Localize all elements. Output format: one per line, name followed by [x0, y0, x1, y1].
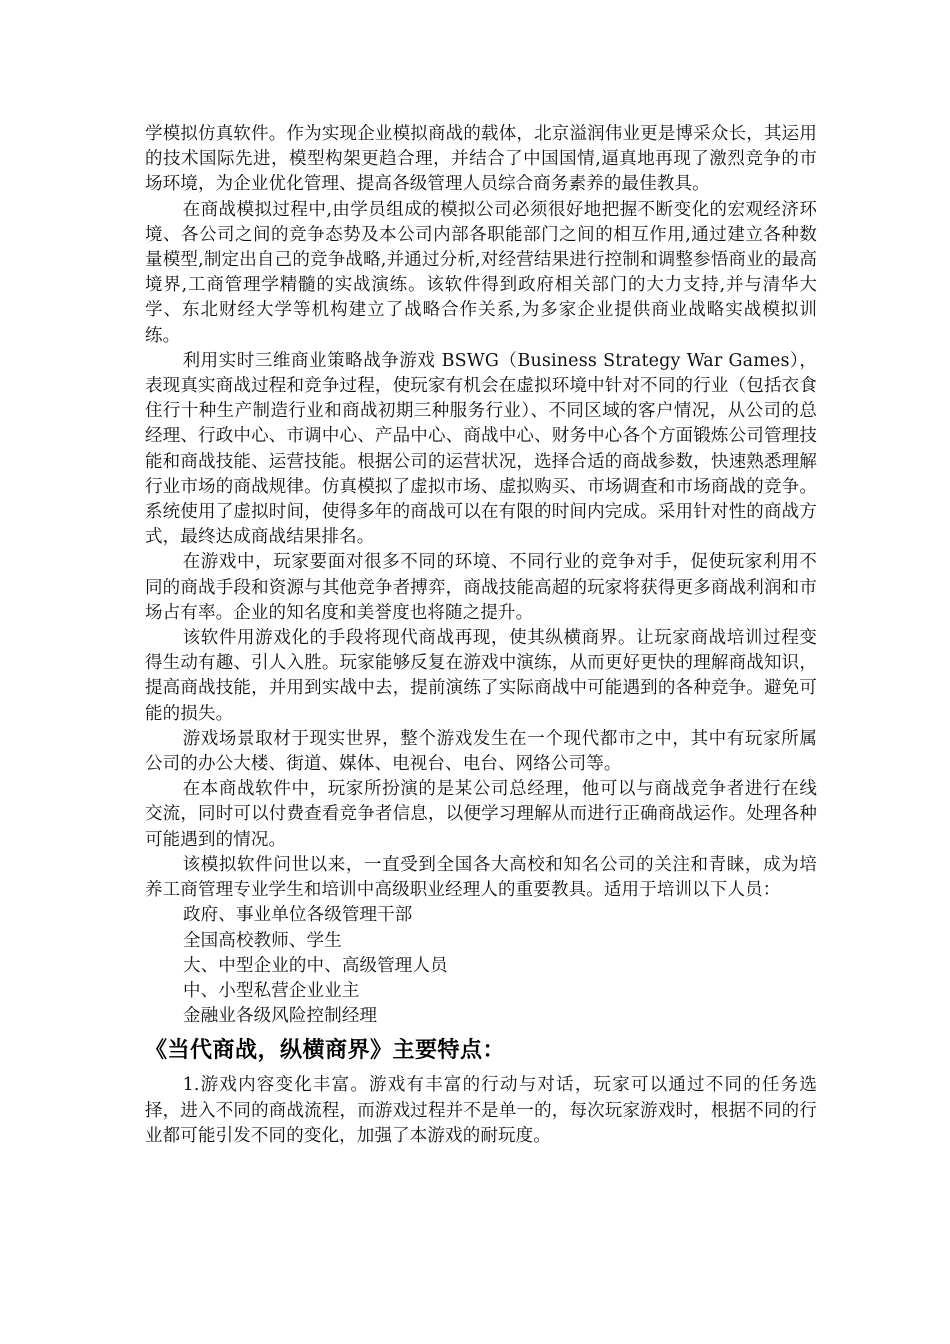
paragraph-gamified-training: 该软件用游戏化的手段将现代商战再现，使其纵横商界。让玩家商战培训过程变得生动有趣、引人入胜。玩家能够反复在游戏中演练，从而更好更快的理解商战知识，提高商战技能，并用到实战中去，提前演练了实际商战中可能遇到的各种竞争。避免可能的损失。 — [145, 628, 817, 724]
list-item: 大、中型企业的中、高级管理人员 — [183, 955, 448, 976]
paragraph-feature-1: 1.游戏内容变化丰富。游戏有丰富的行动与对话，玩家可以通过不同的任务选择，进入不同的商战流程，而游戏过程并不是单一的，每次玩家游戏时，根据不同的行业都可能引发不同的变化，加强了本游戏的耐玩度。 — [145, 1075, 817, 1146]
document-page — [145, 122, 817, 1149]
paragraph-intro-continued: 学模拟仿真软件。作为实现企业模拟商战的载体，北京溢润伟业更是博采众长，其运用的技术国际先进，模型构架更趋合理，并结合了中国国情,逼真地再现了激烈竞争的市场环境，为企业优化管理、提高各级管理人员综合商务素养的最佳教具。 — [145, 124, 817, 195]
paragraph-game-scene: 游戏场景取材于现实世界，整个游戏发生在一个现代都市之中，其中有玩家所属公司的办公大楼、街道、媒体、电视台、电台、网络公司等。 — [145, 728, 817, 775]
paragraph-in-game: 在游戏中，玩家要面对很多不同的环境、不同行业的竞争对手，促使玩家利用不同的商战手段和资源与其他竞争者搏弈，商战技能高超的玩家将获得更多商战利润和市场占有率。企业的知名度和美誉度也将随之提升。 — [145, 552, 817, 623]
paragraph-bswg-description: 利用实时三维商业策略战争游戏 BSWG（Business Strategy War Games），表现真实商战过程和竞争过程，使玩家有机会在虚拟环境中针对不同的行业（包括衣食住行十种生产制造行业和商战初期三种服务行业）、不同区域的客户情况，从公司的总经理、行政中心、市调中心、产品中心、商战中心、财务中心各个方面锻炼公司管理技能和商战技能、运营技能。根据公司的运营状况，选择合适的商战参数，快速熟悉理解行业市场的商战规律。仿真模拟了虚拟市场、虚拟购买、市场调查和市场商战的竞争。系统使用了虚拟时间，使得多年的商战可以在有限的时间内完成。采用针对性的商战方式，最终达成商战结果排名。 — [145, 350, 817, 548]
features-heading: 《当代商战，纵横商界》主要特点： — [145, 1038, 506, 1064]
paragraph-target-audience-intro: 该模拟软件问世以来，一直受到全国各大高校和知名公司的关注和青睐，成为培养工商管理专业学生和培训中高级职业经理人的重要教具。适用于培训以下人员： — [145, 854, 817, 901]
audience-list — [145, 903, 817, 1029]
paragraph-player-role: 在本商战软件中，玩家所扮演的是某公司总经理，他可以与商战竞争者进行在线交流，同时可以付费查看竞争者信息，以便学习理解从而进行正确商战运作。处理各种可能遇到的情况。 — [145, 779, 817, 850]
list-item: 政府、事业单位各级管理干部 — [183, 905, 413, 926]
paragraph-simulation-process: 在商战模拟过程中,由学员组成的模拟公司必须很好地把握不断变化的宏观经济环境、各公司之间的竞争态势及本公司内部各职能部门之间的相互作用,通过建立各种数量模型,制定出自己的竞争战略,并通过分析,对经营结果进行控制和调整参悟商业的最高境界,工商管理学精髓的实战演练。该软件得到政府相关部门的大力支持,并与清华大学、东北财经大学等机构建立了战略合作关系,为多家企业提供商业战略实战模拟训练。 — [145, 199, 817, 346]
list-item: 全国高校教师、学生 — [183, 930, 342, 951]
list-item: 中、小型私营企业业主 — [183, 980, 360, 1001]
list-item: 金融业各级风险控制经理 — [183, 1006, 378, 1027]
